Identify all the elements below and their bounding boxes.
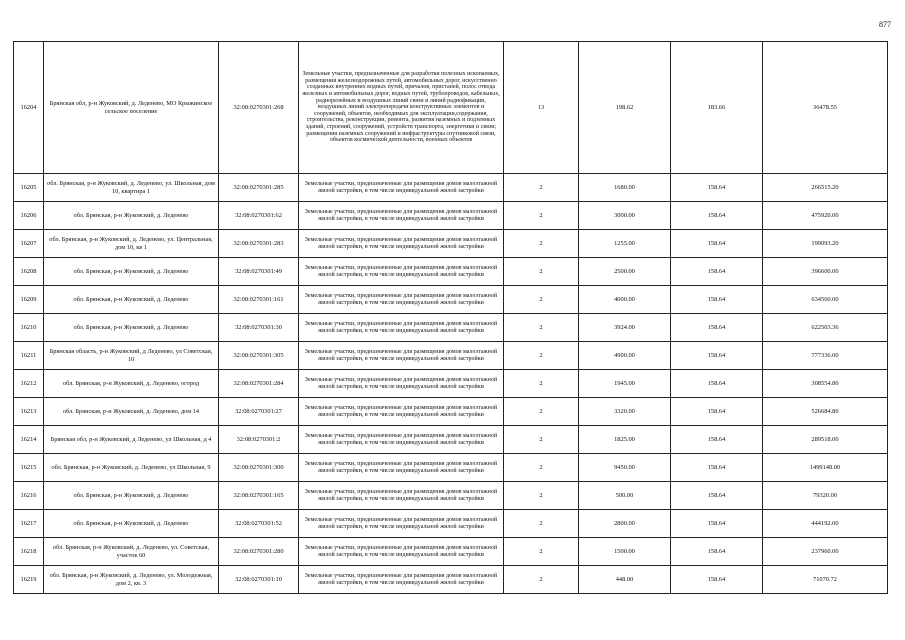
row-category: 2 (504, 426, 579, 454)
row-id: 16214 (14, 426, 44, 454)
row-category: 2 (504, 286, 579, 314)
row-address: обл. Брянская, р-н Жуковский, д. Леденево, дом 14 (44, 398, 219, 426)
table-row (14, 510, 888, 538)
row-land-use: Земельные участки, предназначенные для размещения домов малоэтажной жилой застройки, в том числе индивидуальной жилой застройки (299, 258, 504, 286)
row-value: 634560.00 (763, 286, 888, 314)
row-address: обл. Брянская, р-н Жуковский, д. Леденево (44, 314, 219, 342)
row-cadastral-number: 32:08:0270301:52 (219, 510, 299, 538)
row-rate: 158.64 (671, 482, 763, 510)
row-address: обл. Брянская, р-н Жуковский, д. Леденево, ул. Школьная, дом 10, квартира 1 (44, 174, 219, 202)
row-category: 13 (504, 42, 579, 174)
row-rate: 158.64 (671, 342, 763, 370)
row-cadastral-number: 32:08:0270301:27 (219, 398, 299, 426)
row-category: 2 (504, 314, 579, 342)
row-value: 475920.00 (763, 202, 888, 230)
row-rate: 158.64 (671, 202, 763, 230)
table-row (14, 482, 888, 510)
table-row (14, 398, 888, 426)
row-id: 16217 (14, 510, 44, 538)
row-area: 1825.00 (579, 426, 671, 454)
row-cadastral-number: 32:08:0270301:62 (219, 202, 299, 230)
registry-table (13, 41, 888, 594)
row-area: 2800.00 (579, 510, 671, 538)
row-category: 2 (504, 538, 579, 566)
row-rate: 158.64 (671, 398, 763, 426)
row-area: 3924.00 (579, 314, 671, 342)
row-value: 526684.80 (763, 398, 888, 426)
row-area: 1500.00 (579, 538, 671, 566)
row-rate: 158.64 (671, 426, 763, 454)
table-row (14, 174, 888, 202)
row-land-use: Земельные участки, предназначенные для размещения домов малоэтажной жилой застройки, в том числе индивидуальной жилой застройки (299, 230, 504, 258)
row-cadastral-number: 32:08:0270301:165 (219, 482, 299, 510)
row-cadastral-number: 32:08:0270301:300 (219, 454, 299, 482)
row-rate: 158.64 (671, 230, 763, 258)
row-id: 16211 (14, 342, 44, 370)
row-value: 308554.80 (763, 370, 888, 398)
row-value: 36478.55 (763, 42, 888, 174)
row-rate: 158.64 (671, 258, 763, 286)
row-cadastral-number: 32:08:0270301:30 (219, 314, 299, 342)
row-address: обл. Брянская, р-н Жуковский, д. Леденево, ул. Советская, участок 60 (44, 538, 219, 566)
table-row (14, 342, 888, 370)
row-value: 289518.00 (763, 426, 888, 454)
row-land-use: Земельные участки, предназначенные для размещения домов малоэтажной жилой застройки, в том числе индивидуальной жилой застройки (299, 454, 504, 482)
row-cadastral-number: 32:08:0270301:305 (219, 342, 299, 370)
row-value: 79320.00 (763, 482, 888, 510)
row-cadastral-number: 32:08:0270301:280 (219, 538, 299, 566)
row-rate: 158.64 (671, 314, 763, 342)
row-cadastral-number: 32:08:0270301:49 (219, 258, 299, 286)
table-row (14, 230, 888, 258)
row-id: 16213 (14, 398, 44, 426)
row-area: 1945.00 (579, 370, 671, 398)
row-rate: 183.66 (671, 42, 763, 174)
row-id: 16212 (14, 370, 44, 398)
row-area: 2500.00 (579, 258, 671, 286)
row-address: обл. Брянская, р-н Жуковский, д. Леденево, ул. Центральная, дом 10, кв 1 (44, 230, 219, 258)
row-category: 2 (504, 566, 579, 594)
table-row (14, 454, 888, 482)
row-rate: 158.64 (671, 370, 763, 398)
row-address: обл. Брянская, р-н Жуковский, д. Леденево, ул. Молодежная, дом 2, кв. 3 (44, 566, 219, 594)
row-land-use: Земельные участки, предназначенные для размещения домов малоэтажной жилой застройки, в том числе индивидуальной жилой застройки (299, 342, 504, 370)
row-land-use: Земельные участки, предназначенные для размещения домов малоэтажной жилой застройки, в том числе индивидуальной жилой застройки (299, 286, 504, 314)
page-number: 877 (879, 20, 891, 29)
row-address: Брянская обл, р-н Жуковский, д Леденево, ул Школьная, д 4 (44, 426, 219, 454)
row-address: обл. Брянская, р-н Жуковский, д. Леденево (44, 258, 219, 286)
row-cadastral-number: 32:08:0270301:2 (219, 426, 299, 454)
row-category: 2 (504, 370, 579, 398)
row-rate: 158.64 (671, 566, 763, 594)
row-land-use: Земельные участки, предназначенные для размещения домов малоэтажной жилой застройки, в том числе индивидуальной жилой застройки (299, 482, 504, 510)
table-row (14, 426, 888, 454)
row-value: 1499148.00 (763, 454, 888, 482)
row-category: 2 (504, 202, 579, 230)
row-land-use: Земельные участки, предназначенные для размещения домов малоэтажной жилой застройки, в том числе индивидуальной жилой застройки (299, 566, 504, 594)
row-id: 16204 (14, 42, 44, 174)
row-address: обл. Брянская, р-н Жуковский, д. Леденево (44, 510, 219, 538)
row-area: 1680.00 (579, 174, 671, 202)
row-land-use: Земельные участки, предназначенные для разработки полезных ископаемых, размещения железнодорожных путей, автомобильных дорог, искусственно созданных внутренних водных путей, причалов, пристаней, полос отвода железных и автомобильных дорог, водных путей, трубопроводов, кабельных, радиорелейных и воздушных линий связи и линий радиофикации, воздушных линий электропередачи конструктивных элементов и сооружений, объектов, необходимых для эксплуатации,содержания, строительства, реконструкции, ремонта, развития наземных и подземных зданий, строений, сооружений, устройств транспорта, энергетики и связи; размещения наземных сооружений и инфраструктуры спутниковой связи, объектов космической деятельности, военных объектов (299, 42, 504, 174)
table-row (14, 370, 888, 398)
row-cadastral-number: 32:08:0270301:268 (219, 42, 299, 174)
row-category: 2 (504, 482, 579, 510)
row-value: 622503.36 (763, 314, 888, 342)
row-id: 16207 (14, 230, 44, 258)
registry-body (14, 42, 888, 594)
row-cadastral-number: 32:08:0270301:161 (219, 286, 299, 314)
row-rate: 158.64 (671, 286, 763, 314)
row-address: обл. Брянская, р-н Жуковский, д. Леденево, огород (44, 370, 219, 398)
row-land-use: Земельные участки, предназначенные для размещения домов малоэтажной жилой застройки, в том числе индивидуальной жилой застройки (299, 314, 504, 342)
row-category: 2 (504, 342, 579, 370)
table-row (14, 42, 888, 174)
row-area: 4900.00 (579, 342, 671, 370)
row-id: 16219 (14, 566, 44, 594)
row-value: 777336.00 (763, 342, 888, 370)
row-address: обл. Брянская, р-н Жуковский, д. Леденево (44, 482, 219, 510)
table-row (14, 566, 888, 594)
row-id: 16208 (14, 258, 44, 286)
table-row (14, 258, 888, 286)
row-cadastral-number: 32:08:0270301:283 (219, 230, 299, 258)
row-land-use: Земельные участки, предназначенные для размещения домов малоэтажной жилой застройки, в том числе индивидуальной жилой застройки (299, 426, 504, 454)
row-cadastral-number: 32:08:0270301:10 (219, 566, 299, 594)
row-land-use: Земельные участки, предназначенные для размещения домов малоэтажной жилой застройки, в том числе индивидуальной жилой застройки (299, 202, 504, 230)
row-rate: 158.64 (671, 174, 763, 202)
row-id: 16218 (14, 538, 44, 566)
row-area: 3320.00 (579, 398, 671, 426)
table-row (14, 286, 888, 314)
row-value: 396600.00 (763, 258, 888, 286)
row-land-use: Земельные участки, предназначенные для размещения домов малоэтажной жилой застройки, в том числе индивидуальной жилой застройки (299, 538, 504, 566)
row-area: 500.00 (579, 482, 671, 510)
row-area: 448.00 (579, 566, 671, 594)
row-address: Брянская обл, р-н Жуковский, д. Леденево, МО Крыжинское сельское поселение (44, 42, 219, 174)
row-id: 16216 (14, 482, 44, 510)
row-category: 2 (504, 398, 579, 426)
row-area: 4000.00 (579, 286, 671, 314)
row-category: 2 (504, 510, 579, 538)
row-value: 199093.20 (763, 230, 888, 258)
row-category: 2 (504, 230, 579, 258)
row-rate: 158.64 (671, 538, 763, 566)
row-value: 71070.72 (763, 566, 888, 594)
table-row (14, 202, 888, 230)
row-value: 266515.20 (763, 174, 888, 202)
row-cadastral-number: 32:08:0270301:284 (219, 370, 299, 398)
table-row (14, 314, 888, 342)
row-area: 3000.00 (579, 202, 671, 230)
row-id: 16209 (14, 286, 44, 314)
row-area: 1255.00 (579, 230, 671, 258)
row-category: 2 (504, 454, 579, 482)
row-id: 16206 (14, 202, 44, 230)
row-value: 237960.00 (763, 538, 888, 566)
row-area: 9450.00 (579, 454, 671, 482)
row-value: 444192.00 (763, 510, 888, 538)
row-land-use: Земельные участки, предназначенные для размещения домов малоэтажной жилой застройки, в том числе индивидуальной жилой застройки (299, 174, 504, 202)
row-land-use: Земельные участки, предназначенные для размещения домов малоэтажной жилой застройки, в том числе индивидуальной жилой застройки (299, 510, 504, 538)
row-address: обл. Брянская, р-н Жуковский, д. Леденево (44, 202, 219, 230)
row-id: 16205 (14, 174, 44, 202)
row-land-use: Земельные участки, предназначенные для размещения домов малоэтажной жилой застройки, в том числе индивидуальной жилой застройки (299, 398, 504, 426)
row-id: 16215 (14, 454, 44, 482)
row-address: обл. Брянская, р-н Жуковский, д. Леденево (44, 286, 219, 314)
row-cadastral-number: 32:08:0270301:285 (219, 174, 299, 202)
row-category: 2 (504, 258, 579, 286)
row-id: 16210 (14, 314, 44, 342)
row-address: обл. Брянская, р-н Жуковский, д. Леденево, ул Школьная, 9 (44, 454, 219, 482)
row-rate: 158.64 (671, 454, 763, 482)
row-area: 198.62 (579, 42, 671, 174)
row-land-use: Земельные участки, предназначенные для размещения домов малоэтажной жилой застройки, в том числе индивидуальной жилой застройки (299, 370, 504, 398)
table-row (14, 538, 888, 566)
row-rate: 158.64 (671, 510, 763, 538)
row-address: Брянская область, р-н Жуковский, д Леденево, ул Советская, 10 (44, 342, 219, 370)
row-category: 2 (504, 174, 579, 202)
